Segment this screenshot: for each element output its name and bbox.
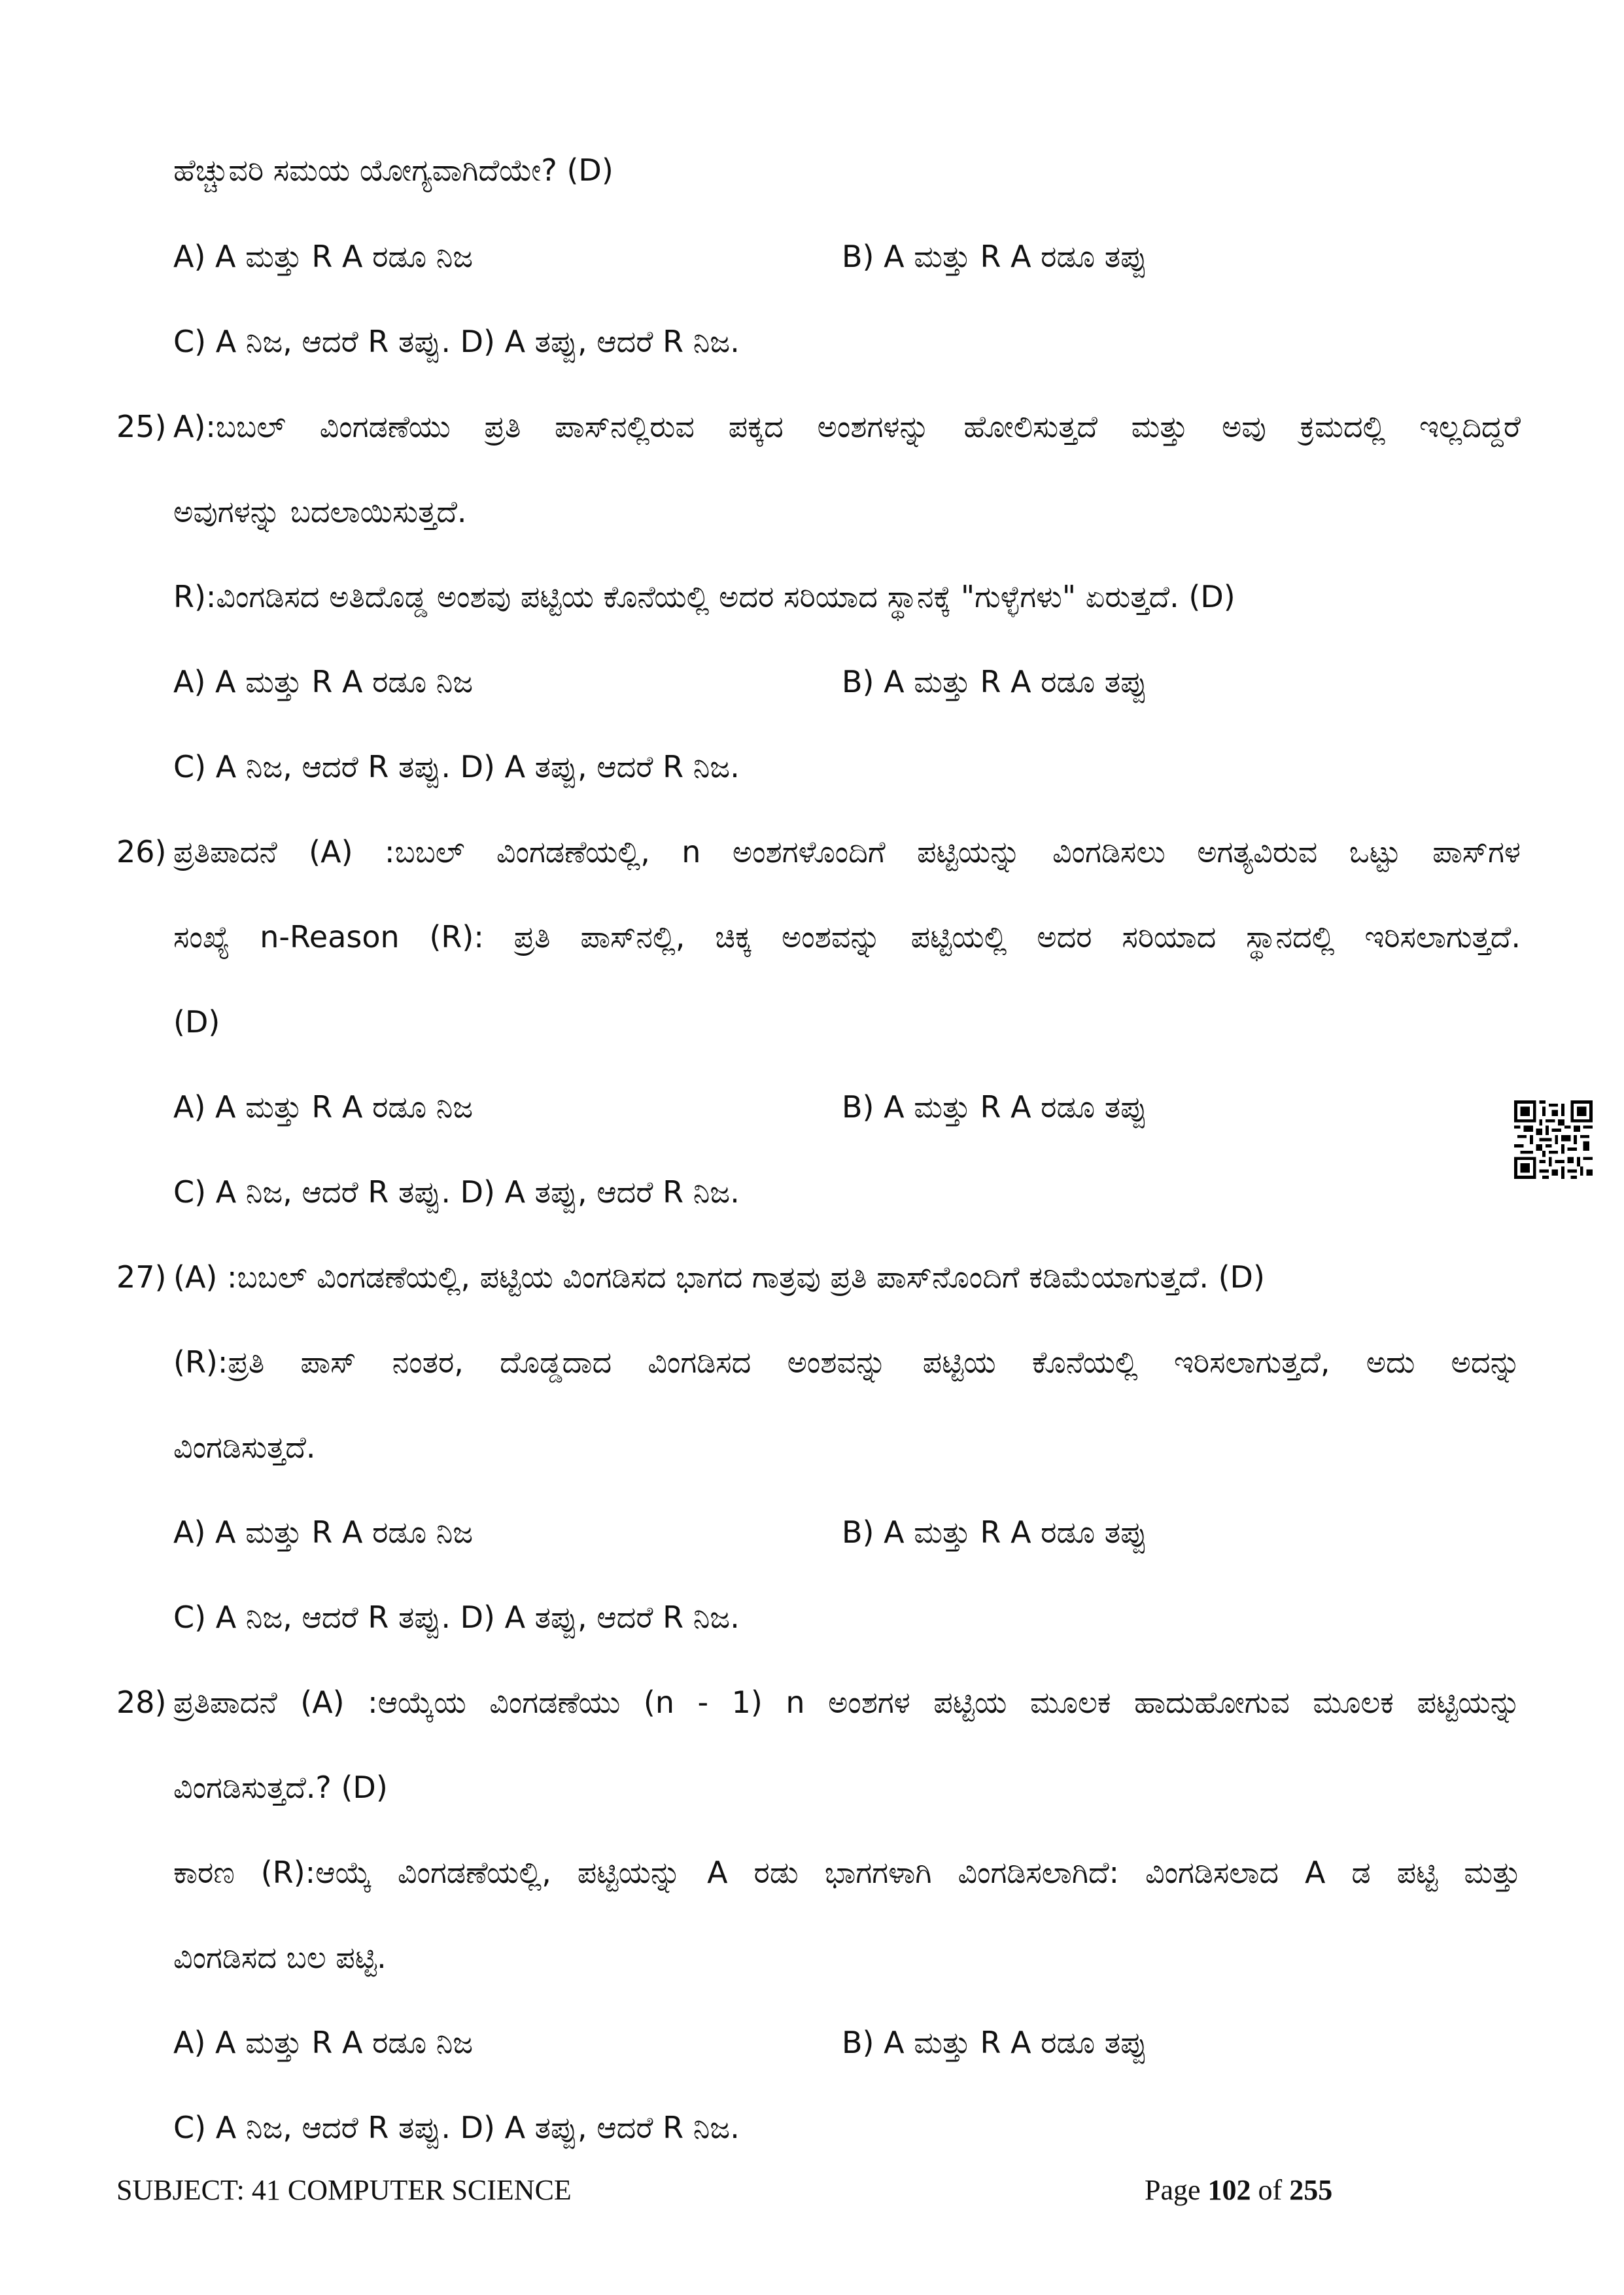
footer-page-of: of — [1258, 2174, 1283, 2206]
question-28-line-4: ವಿಂಗಡಿಸದ ಬಲ ಪಟ್ಟಿ. — [173, 1940, 387, 1975]
footer-subject: SUBJECT: 41 COMPUTER SCIENCE — [116, 2174, 572, 2206]
question-26-line-2: ಸಂಖ್ಯೆ n-Reason (R): ಪ್ರತಿ ಪಾಸ್‌ನಲ್ಲಿ, ಚಿಕ್ಕ ಅಂಶವನ್ನು ಪಟ್ಟಿಯಲ್ಲಿ ಅದರ ಸರಿಯಾದ ಸ್ಥಾನದಲ್ಲಿ ಇರಿಸಲಾಗುತ್ತದೆ. — [173, 919, 1521, 955]
question-25-number: 25) — [116, 409, 167, 444]
q24-option-cd: C) A ನಿಜ, ಆದರೆ R ತಪ್ಪು. D) A ತಪ್ಪು, ಆದರೆ R ನಿಜ. — [173, 324, 740, 359]
question-28-line-1: ಪ್ರತಿಪಾದನೆ (A) :ಆಯ್ಕೆಯ ವಿಂಗಡಣೆಯು (n - 1) n ಅಂಶಗಳ ಪಟ್ಟಿಯ ಮೂಲಕ ಹಾದುಹೋಗುವ ಮೂಲಕ ಪಟ್ಟಿಯನ್ನು — [173, 1685, 1521, 1720]
question-26-number: 26) — [116, 834, 167, 869]
q26-option-a: A) A ಮತ್ತು R A ರಡೂ ನಿಜ — [173, 1089, 474, 1125]
question-24-tail: ಹೆಚ್ಚುವರಿ ಸಮಯ ಯೋಗ್ಯವಾಗಿದೆಯೇ? (D) — [173, 152, 613, 188]
qr-code-icon — [1514, 1100, 1593, 1179]
footer-page-total: 255 — [1289, 2174, 1333, 2206]
q27-option-b: B) A ಮತ್ತು R A ರಡೂ ತಪ್ಪು — [842, 1515, 1148, 1550]
q25-option-b: B) A ಮತ್ತು R A ರಡೂ ತಪ್ಪು — [842, 664, 1148, 699]
question-27-line-2: (R):ಪ್ರತಿ ಪಾಸ್ ನಂತರ, ದೊಡ್ಡದಾದ ವಿಂಗಡಿಸದ ಅಂಶವನ್ನು ಪಟ್ಟಿಯ ಕೊನೆಯಲ್ಲಿ ಇರಿಸಲಾಗುತ್ತದೆ, ಅದು ಅದನ್ನು — [173, 1344, 1521, 1380]
q25-option-a: A) A ಮತ್ತು R A ರಡೂ ನಿಜ — [173, 664, 474, 699]
q28-option-cd: C) A ನಿಜ, ಆದರೆ R ತಪ್ಪು. D) A ತಪ್ಪು, ಆದರೆ R ನಿಜ. — [173, 2110, 740, 2145]
question-27-line-3: ವಿಂಗಡಿಸುತ್ತದೆ. — [173, 1429, 316, 1465]
footer-page-current: 102 — [1207, 2174, 1251, 2206]
q26-option-b: B) A ಮತ್ತು R A ರಡೂ ತಪ್ಪು — [842, 1089, 1148, 1125]
q28-option-a: A) A ಮತ್ತು R A ರಡೂ ನಿಜ — [173, 2025, 474, 2060]
q27-option-a: A) A ಮತ್ತು R A ರಡೂ ನಿಜ — [173, 1515, 474, 1550]
footer-page-word: Page — [1145, 2174, 1201, 2206]
question-25-line-3: R):ವಿಂಗಡಿಸದ ಅತಿದೊಡ್ಡ ಅಂಶವು ಪಟ್ಟಿಯ ಕೊನೆಯಲ್ಲಿ ಅದರ ಸರಿಯಾದ ಸ್ಥಾನಕ್ಕೆ "ಗುಳ್ಳೆಗಳು" ಏರುತ್ತದೆ. (D) — [173, 579, 1235, 614]
question-28-line-3: ಕಾರಣ (R):ಆಯ್ಕೆ ವಿಂಗಡಣೆಯಲ್ಲಿ, ಪಟ್ಟಿಯನ್ನು A ರಡು ಭಾಗಗಳಾಗಿ ವಿಂಗಡಿಸಲಾಗಿದೆ: ವಿಂಗಡಿಸಲಾದ A ಡ ಪಟ್ಟಿ ಮತ್ತು — [173, 1855, 1521, 1890]
q24-option-a: A) A ಮತ್ತು R A ರಡೂ ನಿಜ — [173, 239, 474, 274]
question-27-number: 27) — [116, 1259, 167, 1295]
question-27-line-1: (A) :ಬಬಲ್ ವಿಂಗಡಣೆಯಲ್ಲಿ, ಪಟ್ಟಿಯ ವಿಂಗಡಿಸದ ಭಾಗದ ಗಾತ್ರವು ಪ್ರತಿ ಪಾಸ್‌ನೊಂದಿಗೆ ಕಡಿಮೆಯಾಗುತ್ತದೆ. (D) — [173, 1259, 1265, 1295]
q28-option-b: B) A ಮತ್ತು R A ರಡೂ ತಪ್ಪು — [842, 2025, 1148, 2060]
q27-option-cd: C) A ನಿಜ, ಆದರೆ R ತಪ್ಪು. D) A ತಪ್ಪು, ಆದರೆ R ನಿಜ. — [173, 1600, 740, 1635]
q26-option-cd: C) A ನಿಜ, ಆದರೆ R ತಪ್ಪು. D) A ತಪ್ಪು, ಆದರೆ R ನಿಜ. — [173, 1174, 740, 1210]
q24-option-b: B) A ಮತ್ತು R A ರಡೂ ತಪ್ಪು — [842, 239, 1148, 274]
question-28-number: 28) — [116, 1685, 167, 1720]
question-28-line-2: ವಿಂಗಡಿಸುತ್ತದೆ.? (D) — [173, 1770, 388, 1805]
question-25-line-1: A):ಬಬಲ್ ವಿಂಗಡಣೆಯು ಪ್ರತಿ ಪಾಸ್‌ನಲ್ಲಿರುವ ಪಕ್ಕದ ಅಂಶಗಳನ್ನು ಹೋಲಿಸುತ್ತದೆ ಮತ್ತು ಅವು ಕ್ರಮದಲ್ಲಿ ಇಲ್ಲದಿದ್ದರೆ — [173, 409, 1521, 444]
question-25-line-2: ಅವುಗಳನ್ನು ಬದಲಾಯಿಸುತ್ತದೆ. — [173, 494, 467, 529]
question-26-line-3: (D) — [173, 1004, 220, 1040]
q25-option-cd: C) A ನಿಜ, ಆದರೆ R ತಪ್ಪು. D) A ತಪ್ಪು, ಆದರೆ R ನಿಜ. — [173, 749, 740, 784]
footer-page-number — [1145, 2171, 1332, 2210]
question-26-line-1: ಪ್ರತಿಪಾದನೆ (A) :ಬಬಲ್ ವಿಂಗಡಣೆಯಲ್ಲಿ, n ಅಂಶಗಳೊಂದಿಗೆ ಪಟ್ಟಿಯನ್ನು ವಿಂಗಡಿಸಲು ಅಗತ್ಯವಿರುವ ಒಟ್ಟು ಪಾಸ್‌ಗಳ — [173, 834, 1521, 869]
